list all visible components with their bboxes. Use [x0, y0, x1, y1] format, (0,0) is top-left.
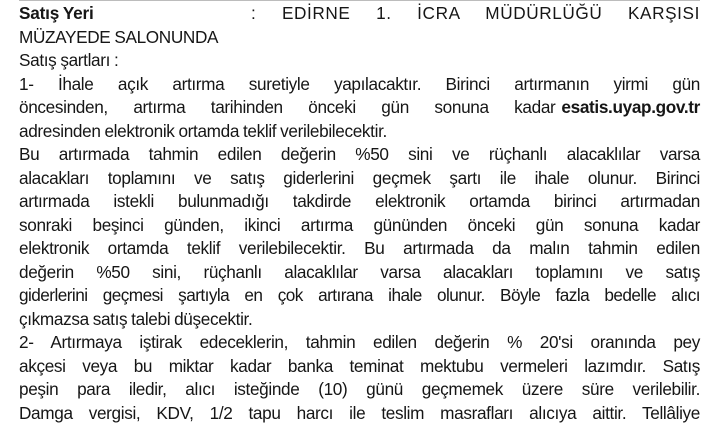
- p2-line-3: artırmada istekli bulunmadığı takdirde elektronik ortamda birinci artırmadan: [19, 190, 700, 214]
- sale-location-row: [19, 2, 700, 26]
- paragraph-3: [19, 331, 700, 425]
- p2-line-2: alacakları toplamını ve satış giderlerini geçmek şartı ile ihale olunur. Birinci: [19, 167, 700, 191]
- p2-line-4: sonraki beşinci günden, ikinci artırma gününden önceki gün sonuna kadar: [19, 214, 700, 238]
- paragraph-1: [19, 73, 700, 144]
- p2-line-6: değerin %50 sini, rüçhanlı alacaklılar varsa alacakları toplamını ve satış: [19, 261, 700, 285]
- p2-line-8: çıkmazsa satış talebi düşecektir.: [19, 308, 700, 332]
- sale-terms-title: Satış şartları :: [19, 49, 700, 73]
- esatis-link[interactable]: esatis.uyap.gov.tr: [561, 96, 700, 120]
- document-page: [19, 0, 700, 406]
- sale-location-value-cont: MÜZAYEDE SALONUNDA: [19, 26, 700, 50]
- p1-line-1: 1- İhale açık artırma suretiyle yapılacaktır. Birinci artırmanın yirmi gün: [19, 73, 700, 97]
- p1-line-3: adresinden elektronik ortamda teklif verilebilecektir.: [19, 120, 700, 144]
- p3-line-4: Damga vergisi, KDV, 1/2 tapu harcı ile teslim masrafları alıcıya aittir. Tellâliye: [19, 402, 700, 425]
- p2-line-7: giderlerini geçmesi şartıyla en çok artırana ihale olunur. Böyle fazla bedelle alıcı: [19, 284, 700, 308]
- p2-line-1: Bu artırmada tahmin edilen değerin %50 sini ve rüçhanlı alacaklılar varsa: [19, 143, 700, 167]
- p3-line-1: 2- Artırmaya iştirak edeceklerin, tahmin edilen değerin % 20'si oranında pey: [19, 331, 700, 355]
- sale-location-value-text: : EDİRNE 1. İCRA MÜDÜRLÜĞÜ KARŞISI: [251, 2, 700, 26]
- top-rule: [19, 0, 700, 1]
- p1-line-2: [19, 96, 700, 120]
- sale-location-label: Satış Yeri: [19, 2, 251, 26]
- document-body: [19, 2, 700, 425]
- sale-location-value: [251, 2, 700, 26]
- p3-line-2: akçesi veya bu miktar kadar banka teminat mektubu vermeleri lazımdır. Satış: [19, 355, 700, 379]
- p1-line-2-text: öncesinden, artırma tarihinden önceki gün sonuna kadar: [19, 96, 561, 120]
- p3-line-3: peşin para iledir, alıcı isteğinde (10) günü geçmemek üzere süre verilebilir.: [19, 378, 700, 402]
- paragraph-2: [19, 143, 700, 331]
- p2-line-5: elektronik ortamda teklif verilebilecektir. Bu artırmada da malın tahmin edilen: [19, 237, 700, 261]
